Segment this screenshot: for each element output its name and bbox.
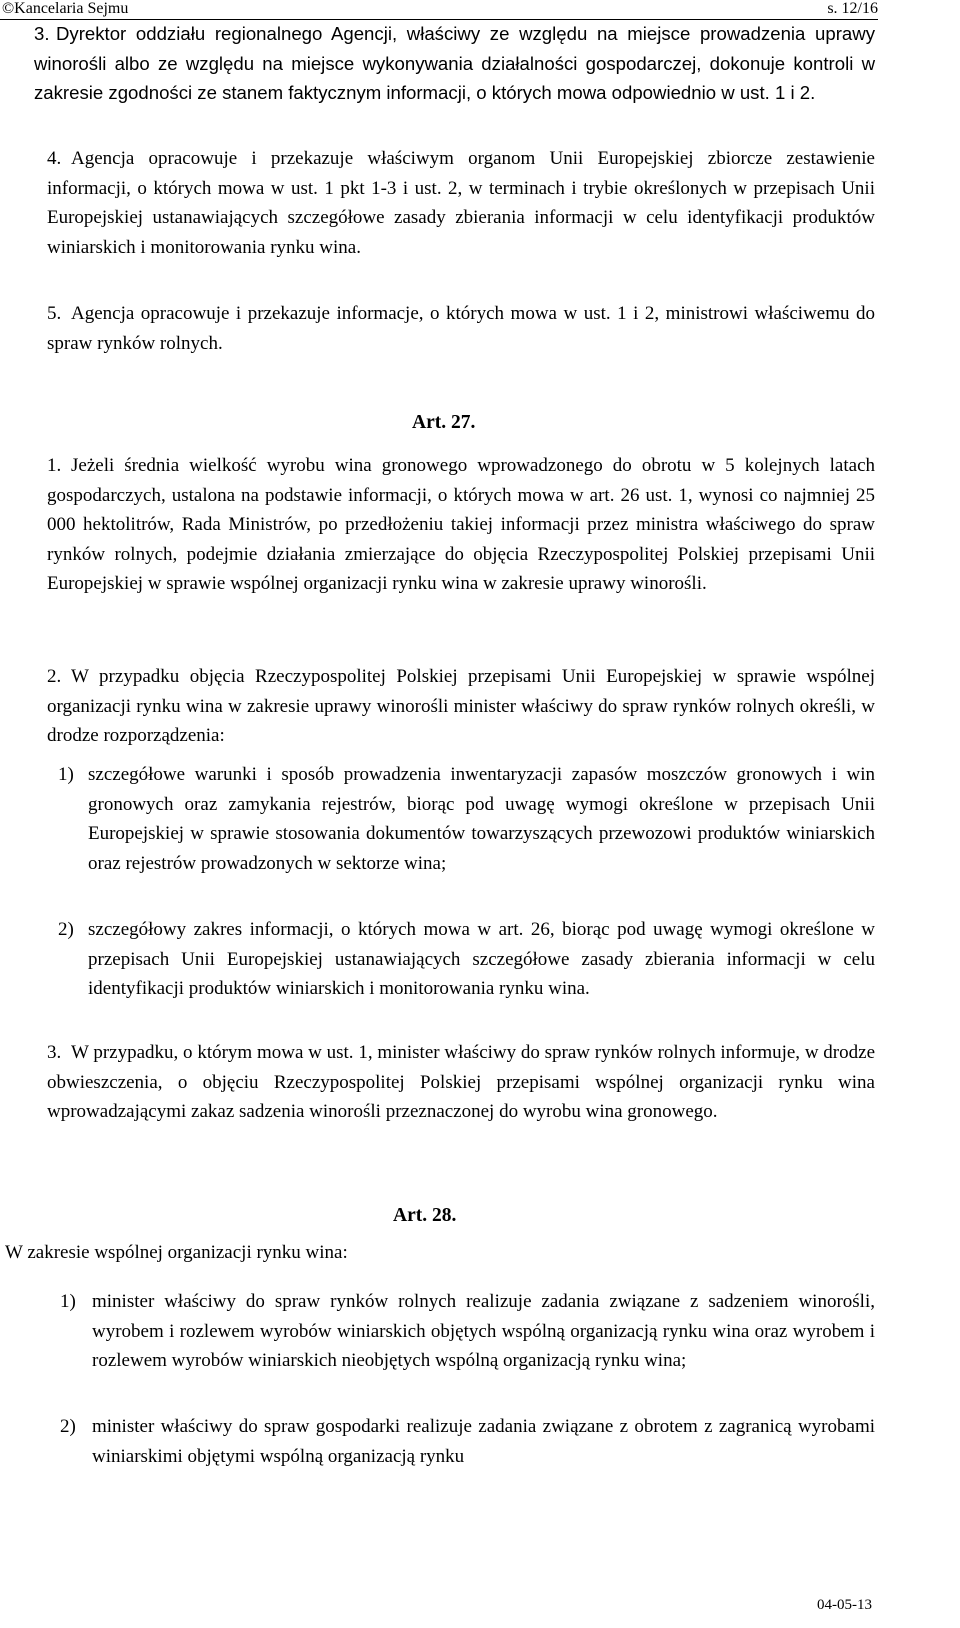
item-text: szczegółowy zakres informacji, o których mowa w art. 26, biorąc pod uwagę wymogi określone w przepisach Unii Europejskiej ustanawiających szczegółowe zasady zbierania informacji w celu identyfikacji produktów winiarskich i monitorowania rynku wina.: [88, 919, 875, 999]
art27-item-2: [58, 915, 875, 1004]
paragraph-number: 3.: [34, 23, 50, 44]
art27-paragraph-2: [47, 662, 875, 751]
paragraph-text: W przypadku, o którym mowa w ust. 1, minister właściwy do spraw rynków rolnych informuje, w drodze obwieszczenia, o objęciu Rzeczypospolitej Polskiej przepisami wspólnej organizacji rynku wina wprowadzającymi zakaz sadzenia winorośli przeznaczonej do wyrobu wina gronowego.: [47, 1042, 875, 1122]
art28-item-2: [60, 1412, 875, 1471]
art27-item-1: [58, 760, 875, 878]
item-text: minister właściwy do spraw gospodarki realizuje zadania związane z obrotem z zagranicą wyrobami winiarskimi objętymi wspólną organizacją rynku: [92, 1416, 875, 1467]
item-number: 2): [58, 919, 74, 940]
paragraph-number: 5.: [47, 303, 62, 324]
paragraph-text: Agencja opracowuje i przekazuje informacje, o których mowa w ust. 1 i 2, ministrowi właściwemu do spraw rynków rolnych.: [47, 303, 875, 354]
paragraph-3: [34, 19, 875, 108]
publisher-label: ©Kancelaria Sejmu: [2, 0, 129, 17]
paragraph-text: Jeżeli średnia wielkość wyrobu wina gronowego wprowadzonego do obrotu w 5 kolejnych latach gospodarczych, ustalona na podstawie informacji, o których mowa w art. 26 ust. 1, wynosi co najmniej 25 000 hektolitrów, Rada Ministrów, po przedłożeniu takiej informacji przez ministra właściwego do spraw rynków rolnych, podejmie działania zmierzające do objęcia Rzeczypospolitej Polskiej przepisami Unii Europejskiej w sprawie wspólnej organizacji rynku wina w zakresie uprawy winorośli.: [47, 455, 875, 594]
paragraph-text: Agencja opracowuje i przekazuje właściwym organom Unii Europejskiej zbiorcze zestawienie informacji, o których mowa w ust. 1 pkt 1-3 i ust. 2, w terminach i trybie określonych w przepisach Unii Europejskiej ustanawiających szczegółowe zasady zbierania informacji w celu identyfikacji produktów winiarskich i monitorowania rynku wina.: [47, 148, 875, 258]
item-number: 1): [60, 1291, 76, 1312]
art27-paragraph-3: [47, 1038, 875, 1127]
item-number: 1): [58, 764, 74, 785]
article-27-title: Art. 27.: [412, 412, 476, 433]
paragraph-text: Dyrektor oddziału regionalnego Agencji, właściwy ze względu na miejsce prowadzenia uprawy winorośli albo ze względu na miejsce wykonywania działalności gospodarczej, dokonuje kontroli w zakresie zgodności ze stanem faktycznym informacji, o których mowa odpowiednio w ust. 1 i 2.: [34, 23, 875, 103]
item-number: 2): [60, 1416, 76, 1437]
art28-item-1: [60, 1287, 875, 1376]
paragraph-5: [47, 299, 875, 358]
paragraph-text: W przypadku objęcia Rzeczypospolitej Polskiej przepisami Unii Europejskiej w sprawie wspólnej organizacji rynku wina w zakresie uprawy winorośli minister właściwy do spraw rynków rolnych określi, w drodze rozporządzenia:: [47, 666, 875, 746]
art28-intro: [5, 1238, 875, 1268]
intro-text: W zakresie wspólnej organizacji rynku wina:: [5, 1242, 348, 1263]
paragraph-number: 1.: [47, 455, 62, 476]
footer-date: 04-05-13: [817, 1597, 872, 1613]
paragraph-number: 2.: [47, 666, 62, 687]
item-text: minister właściwy do spraw rynków rolnych realizuje zadania związane z sadzeniem winorośli, wyrobem i rozlewem wyrobów winiarskich objętych wspólną organizacją rynku wina oraz wyrobem i rozlewem wyrobów winiarskich nieobjętych wspólną organizacją rynku wina;: [92, 1291, 875, 1371]
paragraph-number: 3.: [47, 1042, 62, 1063]
paragraph-number: 4.: [47, 148, 62, 169]
page-header: [0, 0, 960, 18]
art27-paragraph-1: [47, 451, 875, 599]
page-number: s. 12/16: [827, 0, 878, 17]
paragraph-4: [47, 144, 875, 262]
item-text: szczegółowe warunki i sposób prowadzenia inwentaryzacji zapasów moszczów gronowych i win gronowych oraz zamykania rejestrów, biorąc pod uwagę wymogi określone w przepisach Unii Europejskiej w sprawie stosowania dokumentów towarzyszących przewozowi produktów winiarskich oraz rejestrów prowadzonych w sektorze wina;: [88, 764, 875, 874]
article-28-title: Art. 28.: [393, 1205, 457, 1226]
